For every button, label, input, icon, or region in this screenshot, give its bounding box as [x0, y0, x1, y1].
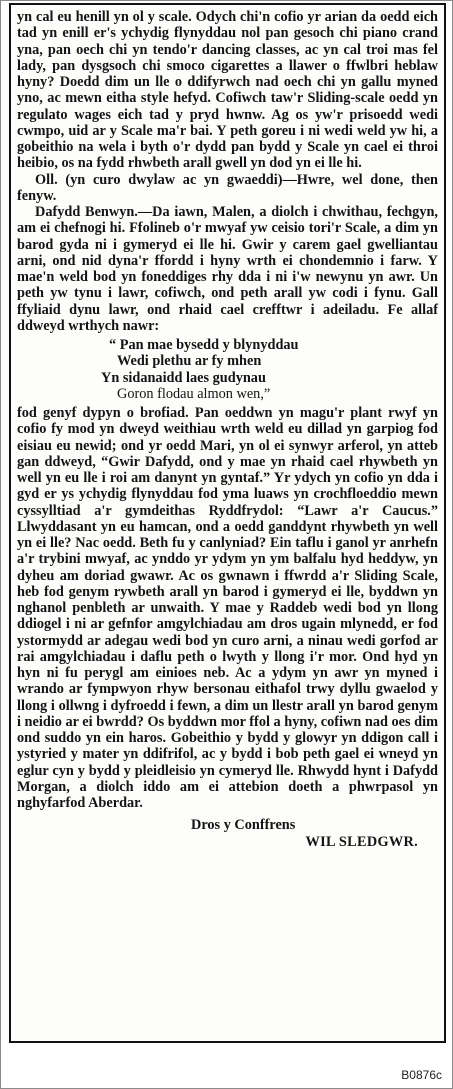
verse-line: “ Pan mae bysedd y blynyddau	[109, 337, 299, 353]
closing-line: Dros y Conffrens	[191, 817, 296, 834]
paragraph-3: Dafydd Benwyn.—Da iawn, Malen, a diolch i chwithau, fechgyn, am ei chefnogi hi. Ffolineb o'r mwyaf yw ceisio tori'r Scale, a dim yn barod gyda ni i gymeryd ei lle hi. Gwir y carem gael gwelliantau arni, ond nid dyna'r ffordd i hyny wrth ei chondemnio i farw. Y mae'n weld bod yn foneddiges rhy dda i ni i'w newynu yn awr. Un peth yw tynu i lawr, cofiwch, ond peth arall yw codi i fynu. Gall ffyliaid dynu lawr, ond rhaid cael crefftwr i adeiladu. Fe allaf ddweyd wrthych nawr:	[17, 204, 438, 334]
verse-line: Yn sidanaidd laes gudynau	[101, 369, 266, 386]
image-id-label: B0876c	[401, 1068, 442, 1082]
verse-quote	[17, 337, 438, 402]
paragraph-4: fod genyf dypyn o brofiad. Pan oeddwn yn magu'r plant rwyf yn cofio fy mod yn dweyd weithiau wrth weld eu dillad yn garpiog fod eisiau eu newid; ond yr oedd Mari, yn ol ei synwyr arferol, yn atteb gan ddweyd, “Gwir Dafydd, ond y mae yn rhaid cael rhywbeth yn well yn eu lle i roi am danynt yn gyntaf.” Yr ydych yn cofio yn dda i gyd er ys ychydig flynyddau fod yma luaws yn crochfloeddio mewn cyssylltiad a'r gymdeithas Ryddfrydol: “Lawr a'r Caucus.” Llwyddasant yn eu hamcan, ond a oedd ganddynt rhywbeth yn well yn ei lle? Nac oedd. Beth fu y canlyniad? Ein taflu i ganol yr anrhefn a'r trybini mwyaf, ac ynddo yr ydym yn ym balfalu hyd heddyw, yn dyheu am doriad gwawr. Ac os gwnawn i ffwrdd a'r Sliding Scale, heb fod genym rywbeth arall yn barod i gymeryd ei lle, byddwn yn nghanol penbleth ar unwaith. Y mae y Raddeb wedi bod yn llong ddiogel i ni ar gefnfor amgylchiadau am dros ugain mlynedd, er fod ystormydd ar adegau wedi bod yn curo arni, a ninau wedi gorfod ar rai amgylchiadau i daflu peth o lwyth y llong i'r mor. Ond hyd yn hyn ni fu perygl am einioes neb. Ac a ydym yn awr yn myned i wrando ar fympwyon rhyw bersonau eithafol trwy dyllu gwaelod y llong i ollwng i dyfroedd i fewn, a dim un llestr arall yn barod genym i neidio ar ei bwrdd? Os byddwn mor ffol a hyny, cofiwn nad oes dim ond suddo yn ein haros. Gobeithio y bydd y glowyr yn ddigon call i ystyried y mater yn ddifrifol, ac y bydd i bob peth gael ei wneyd yn eglur cyn y bydd y pleidleisio yn cymeryd lle. Rhwydd hynt i Dafydd Morgan, a diolch iddo am ei attebion doeth a phwrpasol yn nghyfarfod Aberdar.	[17, 405, 438, 811]
article-body	[17, 9, 438, 850]
verse-line: Goron flodau almon wen,”	[117, 385, 271, 402]
author-signature: WIL SLEDGWR.	[305, 833, 418, 850]
signoff	[17, 817, 438, 850]
paragraph-1: yn cal eu henill yn ol y scale. Odych chi'n cofio yr arian da oedd eich tad yn enill er's ychydig flynyddau nol pan gesoch chi piano crand yna, pan oech chi yn tendo'r dancing classes, ac yn cal troi mas fel lady, pan dysgsoch chi smoco cigarettes a llawer o ffwlbri heblaw hyny? Doedd dim un lle o ddifyrwch nad oech chi yn gallu myned yno, ac mewn eitha style hefyd. Cofiwch taw'r Sliding-scale oedd yn regulato wages eich tad y pryd hwnw. Ag os yw'r prisoedd wedi cwmpo, uid ar y Scale ma'r bai. Y peth goreu i ni wedi weld yw hi, a gobeithio na wela i byth o'r dydd pan bydd y Scale yn cael ei throi heibio, os na fydd rhwbeth arall gwell yn dod yn ei lle hi.	[17, 9, 438, 172]
verse-line: Wedi plethu ar fy mhen	[117, 353, 262, 370]
paragraph-2: Oll. (yn curo dwylaw ac yn gwaeddi)—Hwre, wel done, then fenyw.	[17, 171, 438, 204]
article-column	[9, 3, 446, 1043]
